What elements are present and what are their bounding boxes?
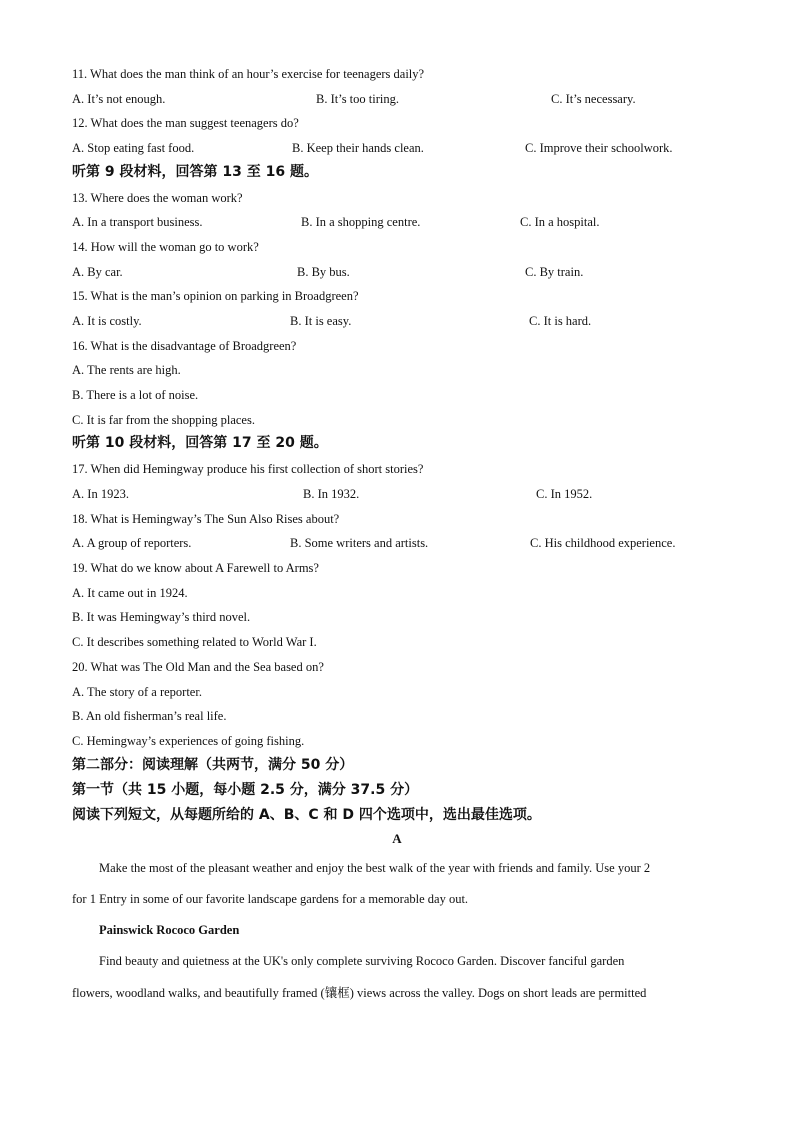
question-18-option-c: C. His childhood experience. bbox=[530, 536, 676, 550]
question-12-option-b: B. Keep their hands clean. bbox=[292, 141, 424, 155]
part2-instruction: 阅读下列短文，从每题所给的 A、B、C 和 D 四个选项中，选出最佳选项。 bbox=[72, 807, 541, 823]
question-19-option-c: C. It describes something related to World War I. bbox=[72, 635, 317, 649]
question-18-option-b: B. Some writers and artists. bbox=[290, 536, 429, 550]
question-13-option-b: B. In a shopping centre. bbox=[301, 215, 421, 229]
question-20-option-b: B. An old fisherman’s real life. bbox=[72, 709, 227, 723]
question-20-option-a: A. The story of a reporter. bbox=[72, 685, 202, 699]
passage-label: A bbox=[392, 831, 402, 846]
garden-title: Painswick Rococo Garden bbox=[99, 923, 240, 937]
question-12-stem: 12. What does the man suggest teenagers do? bbox=[72, 116, 299, 130]
question-16-option-c: C. It is far from the shopping places. bbox=[72, 413, 255, 427]
question-14-option-c: C. By train. bbox=[525, 265, 584, 279]
question-11-stem: 11. What does the man think of an hour’s exercise for teenagers daily? bbox=[72, 67, 425, 81]
question-19-option-b: B. It was Hemingway’s third novel. bbox=[72, 610, 251, 624]
passage-paragraph-2-line-2: flowers, woodland walks, and beautifully framed (镶框) views across the valley. Dogs on short leads are permitted bbox=[72, 986, 647, 1000]
question-20-stem: 20. What was The Old Man and the Sea based on? bbox=[72, 660, 324, 674]
question-14-option-a: A. By car. bbox=[72, 265, 123, 279]
question-17-option-a: A. In 1923. bbox=[72, 487, 129, 501]
question-16-stem: 16. What is the disadvantage of Broadgreen? bbox=[72, 339, 297, 353]
question-14-option-b: B. By bus. bbox=[297, 265, 350, 279]
question-17-option-b: B. In 1932. bbox=[303, 487, 360, 501]
question-19-option-a: A. It came out in 1924. bbox=[72, 586, 188, 600]
question-14-stem: 14. How will the woman go to work? bbox=[72, 240, 259, 254]
question-17-option-c: C. In 1952. bbox=[536, 487, 593, 501]
question-13-option-a: A. In a transport business. bbox=[72, 215, 203, 229]
question-11-option-a: A. It’s not enough. bbox=[72, 92, 166, 106]
question-20-option-c: C. Hemingway’s experiences of going fishing. bbox=[72, 734, 305, 748]
question-13-option-c: C. In a hospital. bbox=[520, 215, 600, 229]
question-11-option-c: C. It’s necessary. bbox=[551, 92, 636, 106]
question-15-option-b: B. It is easy. bbox=[290, 314, 352, 328]
question-15-option-c: C. It is hard. bbox=[529, 314, 592, 328]
question-18-option-a: A. A group of reporters. bbox=[72, 536, 192, 550]
part2-section1: 第一节（共 15 小题，每小题 2.5 分，满分 37.5 分） bbox=[72, 782, 419, 798]
part2-title: 第二部分：阅读理解（共两节，满分 50 分） bbox=[72, 757, 354, 773]
question-12-option-c: C. Improve their schoolwork. bbox=[525, 141, 673, 155]
question-17-stem: 17. When did Hemingway produce his first collection of short stories? bbox=[72, 462, 424, 476]
section-heading-9: 听第 9 段材料，回答第 13 至 16 题。 bbox=[72, 164, 318, 180]
question-15-option-a: A. It is costly. bbox=[72, 314, 142, 328]
question-11-option-b: B. It’s too tiring. bbox=[316, 92, 399, 106]
passage-paragraph-2-line-1: Find beauty and quietness at the UK's only complete surviving Rococo Garden. Discover fanciful garden bbox=[99, 954, 625, 968]
passage-paragraph-1-line-2: for 1 Entry in some of our favorite landscape gardens for a memorable day out. bbox=[72, 892, 469, 906]
question-16-option-a: A. The rents are high. bbox=[72, 363, 181, 377]
question-13-stem: 13. Where does the woman work? bbox=[72, 191, 243, 205]
question-18-stem: 18. What is Hemingway’s The Sun Also Rises about? bbox=[72, 512, 340, 526]
question-15-stem: 15. What is the man’s opinion on parking in Broadgreen? bbox=[72, 289, 359, 303]
question-16-option-b: B. There is a lot of noise. bbox=[72, 388, 199, 402]
section-heading-10: 听第 10 段材料，回答第 17 至 20 题。 bbox=[72, 435, 328, 451]
passage-paragraph-1-line-1: Make the most of the pleasant weather and enjoy the best walk of the year with friends and family. Use your 2 bbox=[99, 861, 651, 875]
question-19-stem: 19. What do we know about A Farewell to Arms? bbox=[72, 561, 319, 575]
question-12-option-a: A. Stop eating fast food. bbox=[72, 141, 195, 155]
